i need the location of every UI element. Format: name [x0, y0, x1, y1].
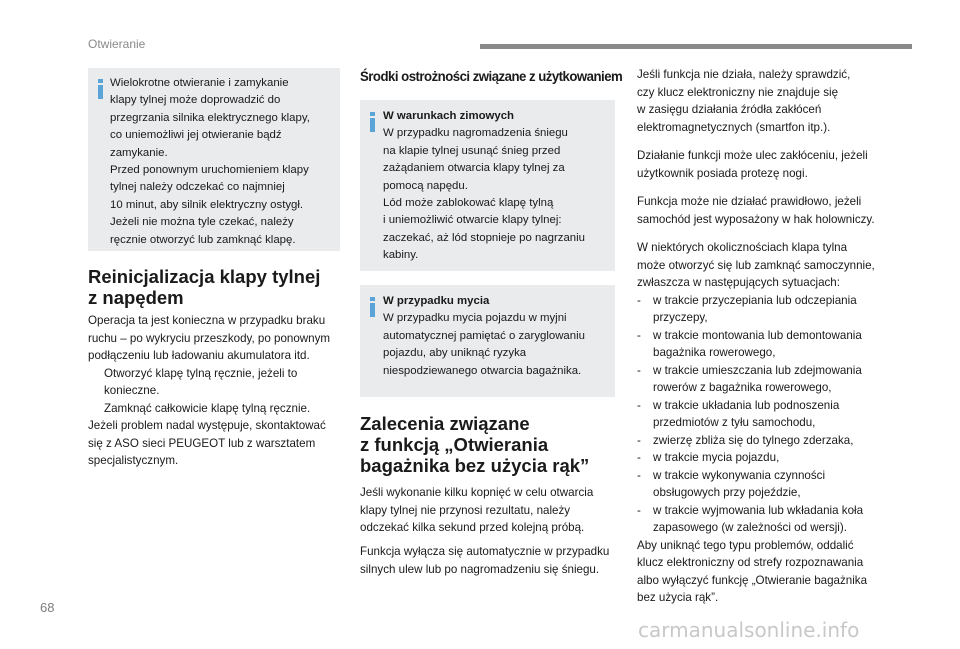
dash-marker: -	[637, 503, 641, 517]
text-line: może otworzyć się lub zamknąć samoczynnie,	[637, 258, 875, 272]
info-icon	[94, 79, 108, 99]
text-line: co uniemożliwi jej otwieranie bądź	[110, 129, 282, 142]
text-line: Zalecenia związane	[360, 413, 530, 434]
right-body	[637, 66, 917, 607]
text-line: tylnej należy odczekać co najmniej	[110, 181, 285, 194]
list-item-text: w trakcie montowania lub demontowania bagażnika rowerowego,	[653, 328, 862, 359]
heading-precautions: Środki ostrożności związane z użytkowaniem	[360, 69, 623, 85]
list-item	[637, 292, 917, 327]
note-box-winter	[360, 100, 615, 271]
heading-recommendations	[360, 413, 620, 476]
text-line: pomocą napędu.	[383, 179, 468, 192]
bullet-icon	[88, 400, 104, 418]
heading-reinit	[88, 266, 348, 308]
text-line: ręcznie otworzyć lub zamknąć klapę.	[110, 233, 296, 246]
dash-marker: -	[637, 433, 641, 447]
text-line: Funkcja może nie działać prawidłowo, jeżeli	[637, 195, 862, 208]
text-line: Aby uniknąć tego typu problemów, oddalić	[637, 538, 854, 552]
text-line: na klapie tylnej usunąć śnieg przed	[383, 144, 561, 157]
right-para2	[637, 147, 917, 182]
list-item-text: Zamknąć całkowicie klapę tylną ręcznie.	[104, 401, 311, 415]
list-item-text: w trakcie przyczepiania lub odczepiania przyczepy,	[653, 293, 857, 324]
text-line: użytkownik posiada protezę nogi.	[637, 166, 808, 180]
text-line: Przed ponownym uruchomieniem klapy	[110, 164, 309, 177]
list-item	[637, 449, 917, 467]
list-item	[637, 362, 917, 397]
right-para1	[637, 66, 917, 136]
text-line: niespodziewanego otwarcia bagażnika.	[383, 364, 582, 377]
text-line: specjalistycznym.	[88, 454, 179, 467]
text-line: Jeżeli problem nadal występuje, skontaktować	[88, 419, 326, 432]
text-line: Wielokrotne otwieranie i zamykanie	[110, 77, 289, 89]
list-item-text: zwierzę zbliża się do tylnego zderzaka,	[653, 433, 854, 447]
text-line: zwłaszcza w następujących sytuacjach:	[637, 276, 840, 289]
text-line: Jeśli wykonanie kilku kopnięć w celu otwarcia	[360, 486, 594, 499]
list-item	[637, 502, 917, 537]
text-line: zażądaniem otwarcia klapy tylnej za	[383, 162, 565, 175]
list-item-text: w trakcie mycia pojazdu,	[653, 451, 780, 464]
text-line: silnych ulew lub po nagromadzeniu się śniegu.	[360, 562, 600, 576]
right-para4	[637, 239, 917, 292]
text-line: bagażnika bez użycia rąk”	[360, 455, 590, 476]
text-line: Jeśli funkcja nie działa, należy sprawdzić,	[637, 68, 851, 81]
text-line: się z ASO sieci PEUGEOT lub z warsztatem	[88, 436, 316, 450]
dash-marker: -	[637, 328, 641, 342]
reinit-bullets	[88, 365, 350, 418]
right-para3	[637, 193, 917, 228]
bullet-icon	[88, 365, 104, 400]
list-item	[637, 432, 917, 450]
text-line: w zasięgu działania źródła zakłóceń	[637, 103, 822, 116]
text-line: samochód jest wyposażony w hak holowniczy.	[637, 212, 875, 226]
list-item-text: w trakcie wyjmowania lub wkładania koła zapasowego (w zależności od wersji).	[653, 503, 864, 534]
page-number: 68	[40, 600, 55, 615]
reinit-body	[88, 312, 350, 470]
text-line: W niektórych okolicznościach klapa tylna	[637, 241, 848, 254]
text-line: 10 minut, aby silnik elektryczny ostygł.	[110, 198, 304, 211]
dash-marker: -	[637, 293, 641, 307]
text-line: klapy tylnej nie przynosi rezultatu, należy	[360, 503, 571, 517]
list-item	[637, 327, 917, 362]
text-line: z funkcją „Otwierania	[360, 434, 549, 455]
recommendations-para2	[360, 543, 622, 578]
list-item-text: w trakcie umieszczania lub zdejmowania rowerów z bagażnika rowerowego,	[653, 363, 862, 394]
right-dash-list	[637, 292, 917, 537]
text-line: Lód może zablokować klapę tylną	[383, 197, 554, 210]
note-title: W warunkach zimowych	[383, 110, 515, 122]
text-line: z napędem	[88, 287, 184, 308]
list-item	[88, 365, 350, 400]
note-box-wash	[360, 285, 615, 397]
info-icon	[366, 297, 380, 317]
list-item	[637, 467, 917, 502]
text-line: ruchu – po wykryciu przeszkody, po ponownym	[88, 331, 331, 345]
text-line: Jeżeli nie można tyle czekać, należy	[110, 216, 294, 229]
text-line: zamykanie.	[110, 146, 168, 159]
watermark: carmanualsonline.info	[638, 618, 860, 642]
dash-marker: -	[637, 363, 641, 377]
text-line: podłączeniu lub ładowaniu akumulatora itd.	[88, 349, 310, 362]
list-item-text: Otworzyć klapę tylną ręcznie, jeżeli to konieczne.	[104, 366, 298, 397]
right-closing	[637, 537, 917, 607]
text-line: pojazdu, aby uniknąć ryzyka	[383, 347, 527, 360]
text-line: odczekać kilka sekund przed kolejną próbą.	[360, 521, 585, 534]
text-line: albo wyłączyć funkcję „Otwieranie bagażnika	[637, 573, 868, 587]
list-item-text: w trakcie wykonywania czynności obsługowych przy pojeździe,	[653, 468, 826, 499]
list-item-text: w trakcie układania lub podnoszenia przedmiotów z tyłu samochodu,	[653, 398, 840, 429]
text-line: Funkcja wyłącza się automatycznie w przypadku	[360, 545, 610, 558]
list-item	[637, 397, 917, 432]
dash-marker: -	[637, 451, 641, 464]
info-icon	[366, 112, 380, 132]
note-title: W przypadku mycia	[383, 295, 490, 307]
text-line: i uniemożliwić otwarcie klapy tylnej:	[383, 214, 562, 227]
text-line: W przypadku nagromadzenia śniegu	[383, 127, 568, 140]
text-line: przegrzania silnika elektrycznego klapy,	[110, 111, 310, 124]
text-line: Działanie funkcji może ulec zakłóceniu, jeżeli	[637, 149, 868, 162]
text-line: automatycznej pamiętać o zaryglowaniu	[383, 329, 585, 342]
dash-marker: -	[637, 468, 641, 482]
text-line: klapy tylnej może doprowadzić do	[110, 94, 281, 107]
note-text	[110, 75, 336, 249]
note-text	[383, 293, 611, 380]
note-lines	[383, 125, 611, 264]
reinit-outro	[88, 417, 350, 470]
note-box-overheating	[88, 68, 340, 251]
reinit-intro	[88, 312, 350, 365]
text-line: Operacja ta jest konieczna w przypadku braku	[88, 314, 326, 327]
text-line: bez użycia rąk”.	[637, 591, 719, 604]
text-line: czy klucz elektroniczny nie znajduje się	[637, 85, 839, 99]
note-lines	[383, 310, 611, 380]
text-line: zaczekać, aż lód stopnieje po nagrzaniu	[383, 231, 585, 244]
text-line: elektromagnetycznych (smartfon itp.).	[637, 120, 831, 134]
text-line: klucz elektroniczny od strefy rozpoznawania	[637, 556, 864, 569]
text-line: kabiny.	[383, 249, 419, 262]
recommendations-para1	[360, 484, 622, 537]
list-item	[88, 400, 350, 418]
header-bar	[480, 44, 912, 49]
text-line: W przypadku mycia pojazdu w myjni	[383, 312, 567, 325]
text-line: Reinicjalizacja klapy tylnej	[88, 266, 321, 287]
section-label: Otwieranie	[88, 37, 146, 51]
note-text	[383, 108, 611, 265]
dash-marker: -	[637, 398, 641, 412]
